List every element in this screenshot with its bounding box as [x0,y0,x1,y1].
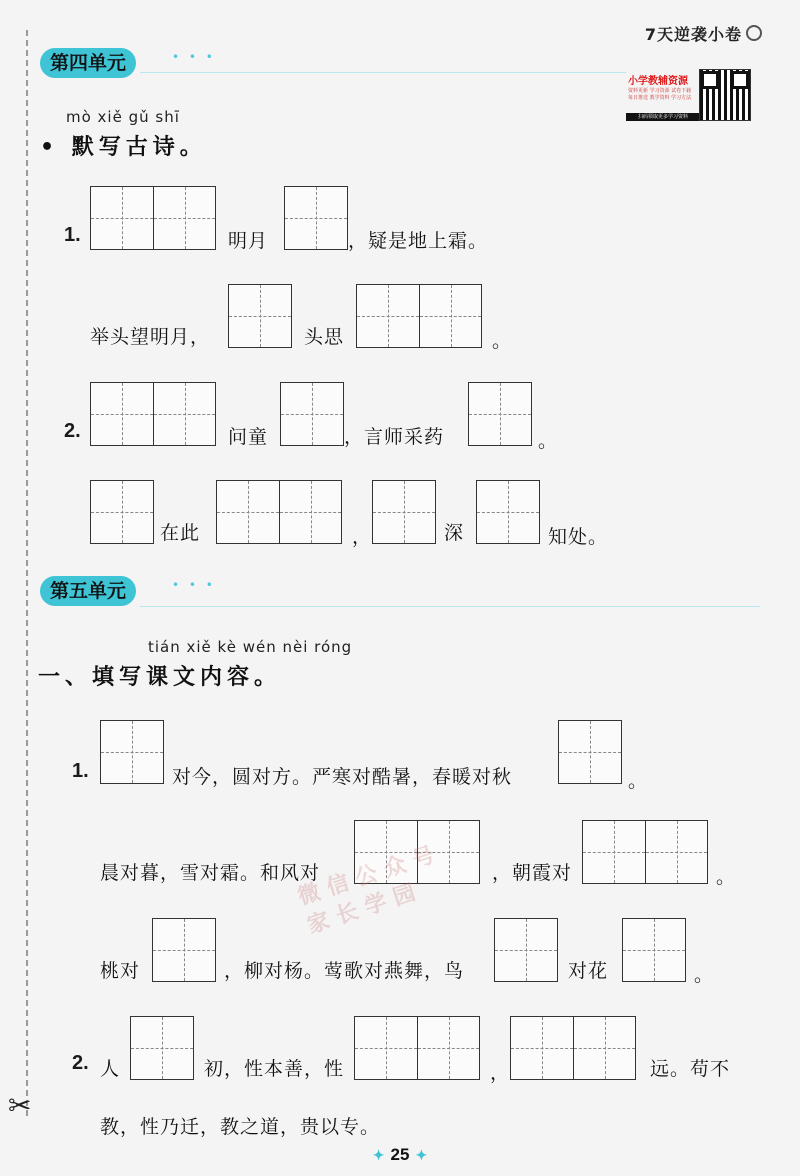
unit5-pinyin: tián xiě kè wén nèi róng [148,638,353,656]
unit5-title: 一、填写课文内容。 [38,665,282,690]
u4-q2-blank-1[interactable] [90,382,216,446]
cut-line [26,30,28,1116]
qr-promo [626,70,750,120]
u5-q1-text-6: 桃对 [100,960,141,982]
star-icon: ✦ [372,1147,385,1163]
u5-q2-text-5: 教，性乃迁，教之道，贵以专。 [100,1116,381,1138]
qr-code-icon [700,70,750,120]
u4-q2-text-4: 在此 [160,522,201,544]
u4-q1-blank-4[interactable] [356,284,482,348]
u5-q1-text-5: 。 [716,866,737,888]
unit4-tag: 第四单元 [40,48,136,78]
u5-q1-blank-4[interactable] [582,820,708,884]
u4-q1-blank-3[interactable] [228,284,292,348]
u4-q2-text-3: 。 [538,430,559,452]
u4-q1-text-5: 。 [492,330,513,352]
u4-q2-text-6: 深 [444,522,465,544]
star-icon: ✦ [415,1147,428,1163]
u5-q1-blank-5[interactable] [152,918,216,982]
u5-q2-text-2: 初，性本善，性 [204,1058,345,1080]
watermark-stamp: 微信公众号 家长学园 [295,840,446,939]
u5-q1-num: 1. [72,760,89,782]
u5-q2-text-1: 人 [100,1058,121,1080]
header-brand: 7天逆袭小卷 [645,22,762,45]
u4-q2-text-7: 知处。 [548,526,609,548]
decor-dots: • • • [172,578,216,592]
qr-bar: 扫码领取更多学习资料 [626,113,700,121]
u4-q1-text-4: 头思 [304,326,345,348]
unit4-rule [140,72,626,73]
u4-q2-blank-2[interactable] [280,382,344,446]
unit5-rule [140,606,760,607]
u4-q2-num: 2. [64,420,81,442]
qr-title: 小学教辅资源 [628,76,688,87]
u4-q2-text-2: ，言师采药 [344,426,445,448]
u4-q1-blank-1[interactable] [90,186,216,250]
u4-q2-text-5: ， [352,526,373,548]
u4-q1-text-2: ，疑是地上霜。 [348,230,489,252]
u5-q2-text-4: 远。苟不 [650,1058,731,1080]
u4-q2-blank-4[interactable] [90,480,154,544]
u4-q1-text-1: 明月 [228,230,269,252]
u4-q2-blank-7[interactable] [476,480,540,544]
u4-q2-blank-5[interactable] [216,480,342,544]
u5-q1-text-7: ，柳对杨。莺歌对燕舞，鸟 [224,960,465,982]
u4-q2-blank-3[interactable] [468,382,532,446]
unit4-title: • 默写古诗。 [40,135,207,160]
u4-q1-text-3: 举头望明月， [90,326,211,348]
u5-q1-text-8: 对花 [568,960,609,982]
u4-q2-blank-6[interactable] [372,480,436,544]
u5-q1-blank-2[interactable] [558,720,622,784]
u5-q1-blank-6[interactable] [494,918,558,982]
u5-q1-text-1: 对今，圆对方。严寒对酷暑，春暖对秋 [172,766,513,788]
u5-q2-blank-2[interactable] [354,1016,480,1080]
u5-q1-text-9: 。 [694,964,715,986]
unit5-tag: 第五单元 [40,576,136,606]
scissors-icon: ✂ [8,1089,32,1122]
u5-q2-blank-3[interactable] [510,1016,636,1080]
u5-q2-num: 2. [72,1052,89,1074]
disc-icon [746,25,762,41]
u5-q1-text-2: 。 [628,770,649,792]
u5-q2-text-3: ， [490,1062,511,1084]
u4-q1-blank-2[interactable] [284,186,348,250]
u4-q1-num: 1. [64,224,81,246]
unit4-pinyin: mò xiě gǔ shī [66,108,180,126]
u5-q1-blank-1[interactable] [100,720,164,784]
page-number: ✦ 25 ✦ [372,1145,428,1164]
decor-dots: • • • [172,50,216,64]
u5-q1-blank-7[interactable] [622,918,686,982]
u5-q1-text-4: ，朝霞对 [492,862,573,884]
qr-subtitle: 资料更新 学习资源 试卷下载 每日推送 教学资料 学习方法 [628,88,692,101]
u4-q2-text-1: 问童 [228,426,269,448]
u5-q1-text-3: 晨对暮，雪对霜。和风对 [100,862,321,884]
u5-q2-blank-1[interactable] [130,1016,194,1080]
